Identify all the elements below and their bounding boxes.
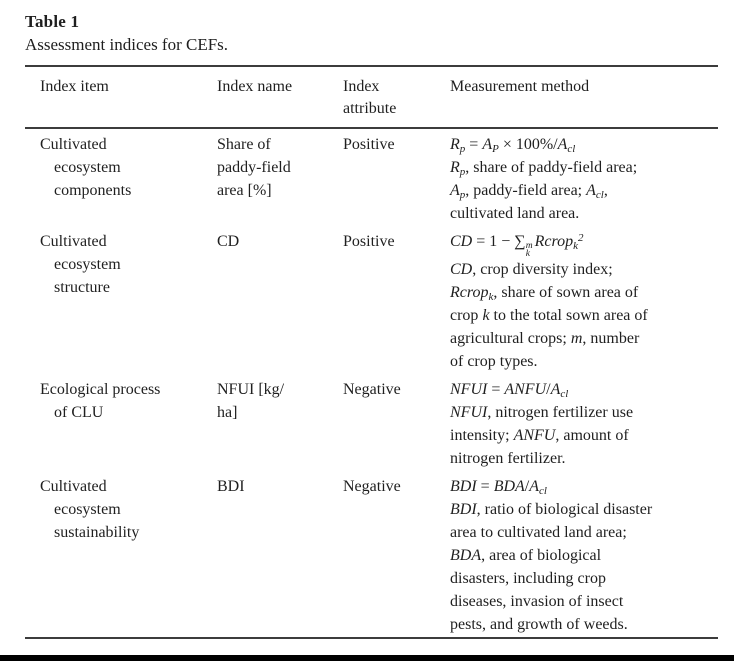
math-run: disasters, including crop bbox=[450, 570, 606, 587]
cell-index-attribute: Positive bbox=[343, 233, 395, 250]
cell-index-item bbox=[25, 374, 217, 471]
math-run: / bbox=[546, 381, 551, 398]
measurement-line bbox=[450, 304, 718, 327]
index-name-line: BDI bbox=[217, 478, 245, 495]
math-run: ANFU bbox=[504, 381, 547, 398]
math-run: , area of biological bbox=[481, 547, 602, 564]
math-run: cl bbox=[567, 143, 576, 155]
cell-index-attribute: Negative bbox=[343, 381, 401, 398]
math-run: p bbox=[459, 166, 466, 178]
math-run: diseases, invasion of insect bbox=[450, 593, 624, 610]
math-run: A bbox=[450, 182, 460, 199]
math-run: p bbox=[459, 189, 466, 201]
bottom-border-bar bbox=[0, 655, 734, 661]
math-run: k bbox=[573, 240, 578, 252]
cell-measurement-method bbox=[450, 374, 718, 471]
math-run: to the total sown area of bbox=[489, 307, 648, 324]
measurement-line bbox=[450, 156, 718, 179]
summation-lower-limit: k bbox=[525, 249, 530, 259]
math-run: nitrogen fertilizer. bbox=[450, 450, 566, 467]
column-header-index-item bbox=[25, 66, 217, 128]
index-item-line: sustainability bbox=[54, 524, 140, 541]
math-run: 2 bbox=[577, 232, 584, 244]
index-item-line: ecosystem bbox=[54, 256, 121, 273]
column-header-index-name bbox=[217, 66, 343, 128]
math-run: CD bbox=[450, 261, 473, 278]
paper-page bbox=[0, 12, 734, 639]
index-item-line: Cultivated bbox=[40, 478, 107, 495]
math-run: A bbox=[482, 136, 493, 153]
math-run: p bbox=[459, 143, 466, 155]
cell-index-name bbox=[217, 226, 343, 374]
math-run: = bbox=[465, 136, 483, 153]
math-run: CD bbox=[450, 233, 473, 250]
math-run: NFUI bbox=[450, 381, 488, 398]
measurement-line bbox=[450, 378, 718, 401]
index-item-line: ecosystem bbox=[54, 501, 121, 518]
index-item-line: of CLU bbox=[54, 404, 104, 421]
table-body bbox=[25, 128, 718, 638]
header-label: Index name bbox=[217, 78, 293, 95]
column-header-measurement-method bbox=[450, 66, 718, 128]
cell-index-attribute: Negative bbox=[343, 478, 401, 495]
summation-limits bbox=[526, 242, 533, 258]
math-run: m bbox=[570, 330, 583, 347]
header-row bbox=[25, 66, 718, 128]
table-row bbox=[25, 128, 718, 226]
math-run: cultivated land area. bbox=[450, 205, 580, 222]
table-subtitle: Assessment indices for CEFs. bbox=[25, 35, 229, 54]
measurement-line bbox=[450, 179, 718, 202]
measurement-line bbox=[450, 327, 718, 350]
math-run: pests, and growth of weeds. bbox=[450, 616, 628, 633]
index-name-line: CD bbox=[217, 233, 240, 250]
math-run: intensity; bbox=[450, 427, 514, 444]
math-run: k bbox=[488, 291, 494, 303]
cell-measurement-method bbox=[450, 471, 718, 638]
math-run: ANFU bbox=[513, 427, 556, 444]
measurement-line bbox=[450, 498, 718, 521]
math-run: crop bbox=[450, 307, 483, 324]
math-run: BDI bbox=[450, 501, 477, 518]
math-run: = bbox=[487, 381, 505, 398]
measurement-line bbox=[450, 424, 718, 447]
math-run: / bbox=[524, 478, 530, 495]
math-run: A bbox=[529, 478, 540, 495]
math-run: = 1 − bbox=[472, 233, 515, 250]
measurement-line bbox=[450, 475, 718, 498]
cell-measurement-method bbox=[450, 226, 718, 374]
table-row bbox=[25, 226, 718, 374]
math-run: BDA bbox=[493, 478, 525, 495]
math-run: = bbox=[476, 478, 494, 495]
measurement-line bbox=[450, 281, 718, 304]
math-run: , share of paddy-field area; bbox=[465, 159, 638, 176]
table-title: Table 1 bbox=[25, 12, 80, 31]
measurement-line bbox=[450, 447, 718, 470]
index-name-line: paddy-field bbox=[217, 159, 291, 176]
measurement-line bbox=[450, 350, 718, 373]
index-item-line: Cultivated bbox=[40, 233, 107, 250]
cell-index-attribute: Positive bbox=[343, 136, 395, 153]
cell-index-item bbox=[25, 226, 217, 374]
index-name-line: NFUI [kg/ bbox=[217, 381, 285, 398]
header-label: Index bbox=[343, 78, 380, 95]
math-run: , ratio of biological disaster bbox=[476, 501, 653, 518]
index-name-line: ha] bbox=[217, 404, 238, 421]
math-run: cl bbox=[539, 485, 547, 497]
math-run: P bbox=[492, 143, 499, 155]
measurement-line bbox=[450, 133, 718, 156]
measurement-line bbox=[450, 202, 718, 225]
header-label: attribute bbox=[343, 100, 397, 117]
math-run: Rcrop bbox=[450, 284, 489, 301]
cell-index-item bbox=[25, 128, 217, 226]
index-item-line: components bbox=[54, 182, 132, 199]
header-label: Index item bbox=[40, 78, 109, 95]
math-run: agricultural crops; bbox=[450, 330, 571, 347]
math-run: NFUI bbox=[450, 404, 488, 421]
math-run: BDI bbox=[450, 478, 477, 495]
math-run: of crop types. bbox=[450, 353, 538, 370]
math-run: × 100%/ bbox=[498, 136, 558, 153]
math-run: , paddy-field area; bbox=[465, 182, 587, 199]
measurement-line bbox=[450, 521, 718, 544]
math-run: , number bbox=[582, 330, 640, 347]
math-run: BDA bbox=[450, 547, 482, 564]
summation-upper-limit: m bbox=[525, 241, 533, 251]
measurement-line bbox=[450, 401, 718, 424]
cell-index-name bbox=[217, 471, 343, 638]
index-name-line: area [%] bbox=[217, 182, 272, 199]
math-run: Rcrop bbox=[534, 233, 574, 250]
table-caption bbox=[25, 12, 734, 55]
index-item-line: Cultivated bbox=[40, 136, 107, 153]
math-run: , bbox=[603, 182, 608, 199]
math-run: R bbox=[450, 159, 460, 176]
math-run: R bbox=[450, 136, 460, 153]
index-item-line: structure bbox=[54, 279, 110, 296]
measurement-line bbox=[450, 544, 718, 567]
column-header-index-attribute bbox=[343, 66, 450, 128]
math-run: , nitrogen fertilizer use bbox=[487, 404, 634, 421]
math-run: A bbox=[557, 136, 568, 153]
math-run: cl bbox=[560, 388, 569, 400]
summation-symbol: ∑ bbox=[514, 233, 526, 250]
math-run: area to cultivated land area; bbox=[450, 524, 627, 541]
index-item-line: ecosystem bbox=[54, 159, 121, 176]
math-run: , crop diversity index; bbox=[472, 261, 613, 278]
math-run: A bbox=[586, 182, 596, 199]
measurement-line bbox=[450, 230, 718, 258]
index-item-line: Ecological process bbox=[40, 381, 161, 398]
measurement-line bbox=[450, 567, 718, 590]
cell-index-item bbox=[25, 471, 217, 638]
measurement-line bbox=[450, 613, 718, 636]
cell-measurement-method bbox=[450, 128, 718, 226]
measurement-line bbox=[450, 590, 718, 613]
index-name-line: Share of bbox=[217, 136, 271, 153]
math-run: , amount of bbox=[555, 427, 629, 444]
cell-index-name bbox=[217, 128, 343, 226]
cell-index-name bbox=[217, 374, 343, 471]
table-row bbox=[25, 471, 718, 638]
header-label: Measurement method bbox=[450, 78, 590, 95]
assessment-table bbox=[25, 65, 718, 639]
math-run: k bbox=[482, 307, 490, 324]
math-run: , share of sown area of bbox=[493, 284, 639, 301]
table-row bbox=[25, 374, 718, 471]
measurement-line bbox=[450, 258, 718, 281]
math-run: A bbox=[550, 381, 561, 398]
math-run: cl bbox=[595, 189, 604, 201]
